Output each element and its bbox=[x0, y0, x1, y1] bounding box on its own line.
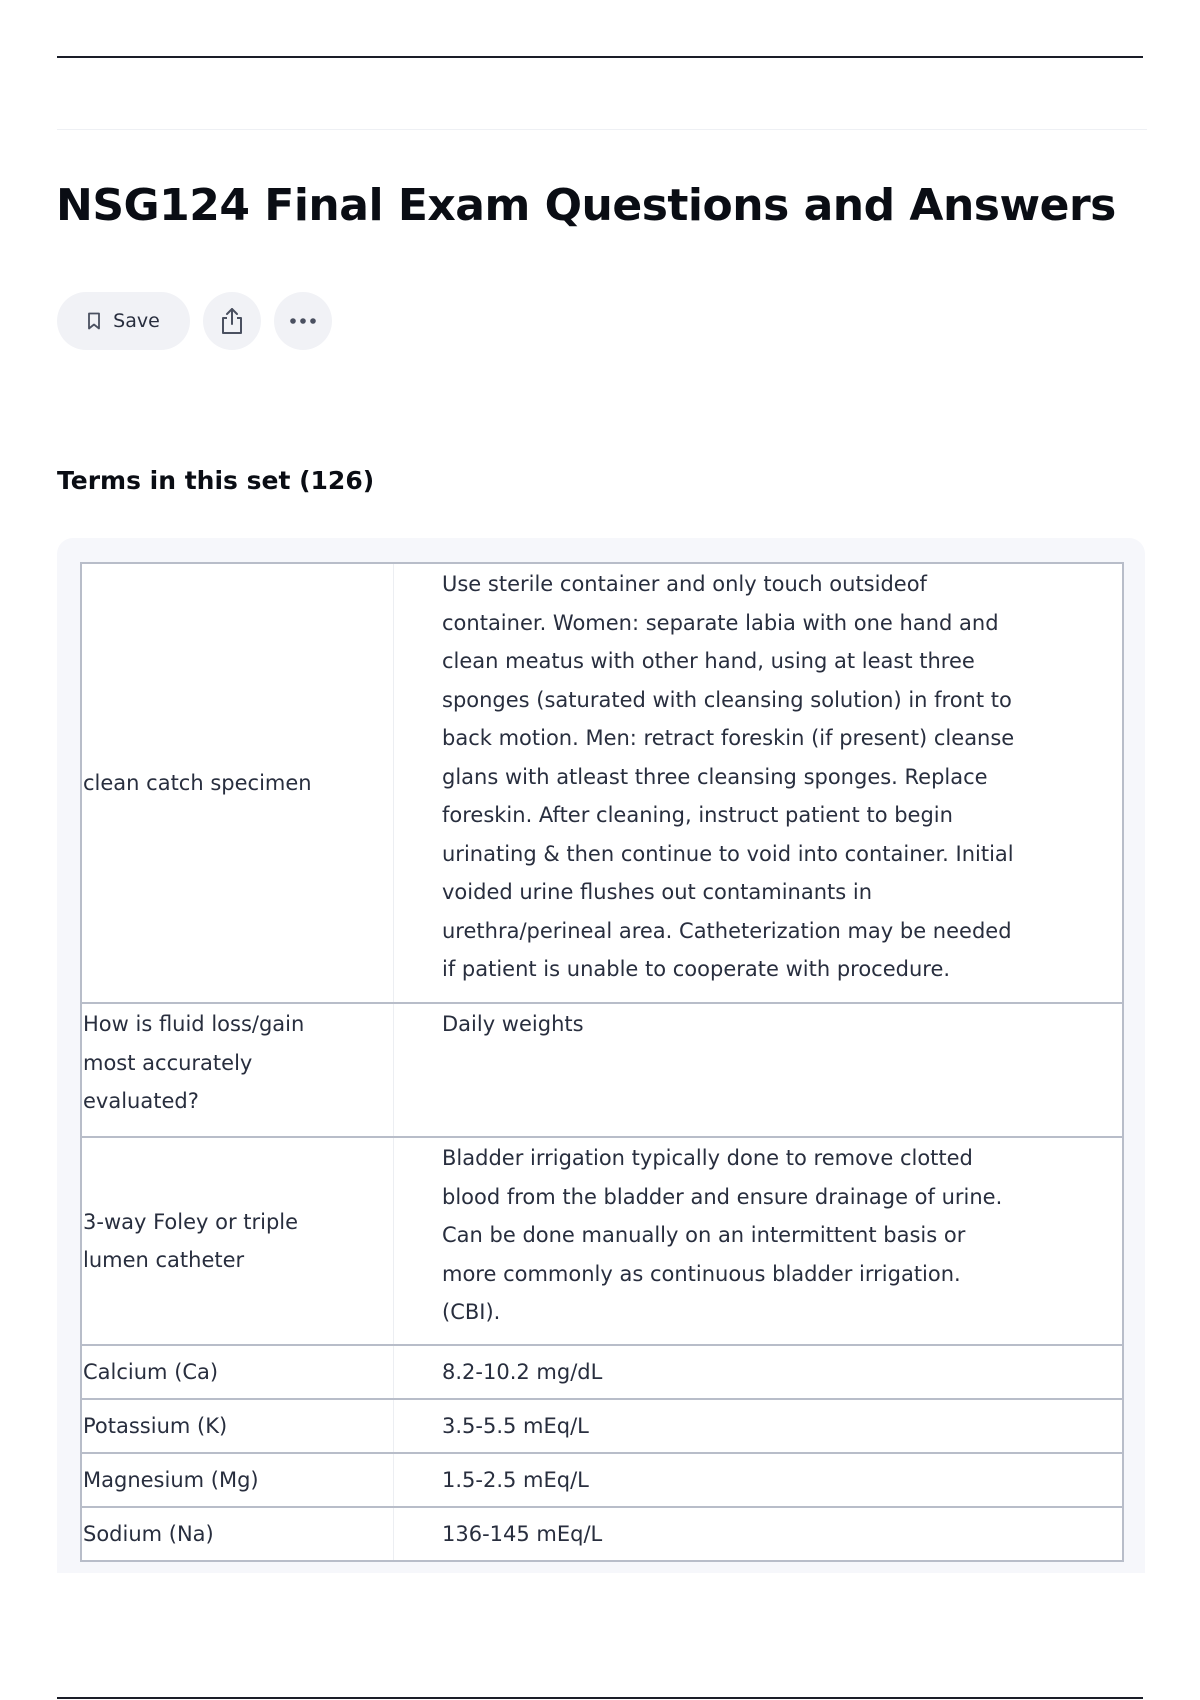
definition-cell bbox=[394, 1400, 1122, 1452]
more-horizontal-icon bbox=[289, 317, 317, 325]
term-text: Sodium (Na) bbox=[83, 1521, 214, 1546]
definition-cell bbox=[394, 1508, 1122, 1560]
term-cell bbox=[82, 1138, 394, 1344]
bookmark-icon bbox=[87, 312, 101, 330]
table-row bbox=[82, 1002, 1122, 1136]
table-row bbox=[82, 1506, 1122, 1560]
table-row bbox=[82, 1398, 1122, 1452]
definition-text: 3.5-5.5 mEq/L bbox=[442, 1413, 589, 1438]
save-button-label: Save bbox=[113, 310, 160, 332]
page-title: NSG124 Final Exam Questions and Answers bbox=[56, 180, 1116, 231]
term-cell bbox=[82, 1508, 394, 1560]
term-text: Calcium (Ca) bbox=[83, 1359, 219, 1384]
top-rule bbox=[57, 56, 1143, 58]
definition-text: 136-145 mEq/L bbox=[442, 1521, 603, 1546]
definition-cell bbox=[394, 1346, 1122, 1398]
definition-text: Use sterile container and only touch outsideof container. Women: separate labia with one hand and clean meatus with other hand, using at least three sponges (saturated with cleansing solution) in front to back motion. Men: retract foreskin (if present) cleanse glans with atleast three cleansing sponges. Replace foreskin. After cleaning, instruct patient to begin urinating & then continue to void into container. Initial voided urine flushes out contaminants in urethra/perineal area. Catheterization may be needed if patient is unable to cooperate with procedure. bbox=[442, 572, 1015, 981]
table-row bbox=[82, 1136, 1122, 1344]
term-text: Magnesium (Mg) bbox=[83, 1467, 259, 1492]
share-button[interactable] bbox=[203, 292, 261, 350]
definition-cell bbox=[394, 1004, 1122, 1136]
term-text: 3-way Foley or triple lumen catheter bbox=[83, 1209, 299, 1272]
terms-table bbox=[80, 562, 1124, 1562]
term-cell bbox=[82, 1400, 394, 1452]
bottom-rule bbox=[57, 1697, 1143, 1699]
term-cell bbox=[82, 1346, 394, 1398]
table-row bbox=[82, 1452, 1122, 1506]
save-button[interactable] bbox=[57, 292, 190, 350]
header-divider bbox=[57, 129, 1147, 130]
term-text: clean catch specimen bbox=[83, 770, 312, 795]
definition-text: Bladder irrigation typically done to remove clotted blood from the bladder and ensure drainage of urine. Can be done manually on an intermittent basis or more commonly as continuous bladder irrigation. (CBI). bbox=[442, 1146, 1003, 1324]
definition-cell bbox=[394, 1138, 1122, 1344]
action-bar bbox=[57, 292, 332, 350]
share-icon bbox=[219, 307, 245, 335]
term-text: How is fluid loss/gain most accurately evaluated? bbox=[83, 1012, 305, 1113]
term-cell bbox=[82, 1004, 394, 1136]
definition-text: Daily weights bbox=[442, 1012, 584, 1036]
definition-text: 8.2-10.2 mg/dL bbox=[442, 1359, 603, 1384]
term-cell bbox=[82, 564, 394, 1002]
definition-cell bbox=[394, 1454, 1122, 1506]
term-text: Potassium (K) bbox=[83, 1413, 228, 1438]
table-row bbox=[82, 564, 1122, 1002]
more-options-button[interactable] bbox=[274, 292, 332, 350]
terms-heading: Terms in this set (126) bbox=[57, 466, 375, 495]
definition-cell bbox=[394, 564, 1122, 1002]
table-row bbox=[82, 1344, 1122, 1398]
definition-text: 1.5-2.5 mEq/L bbox=[442, 1467, 589, 1492]
term-cell bbox=[82, 1454, 394, 1506]
